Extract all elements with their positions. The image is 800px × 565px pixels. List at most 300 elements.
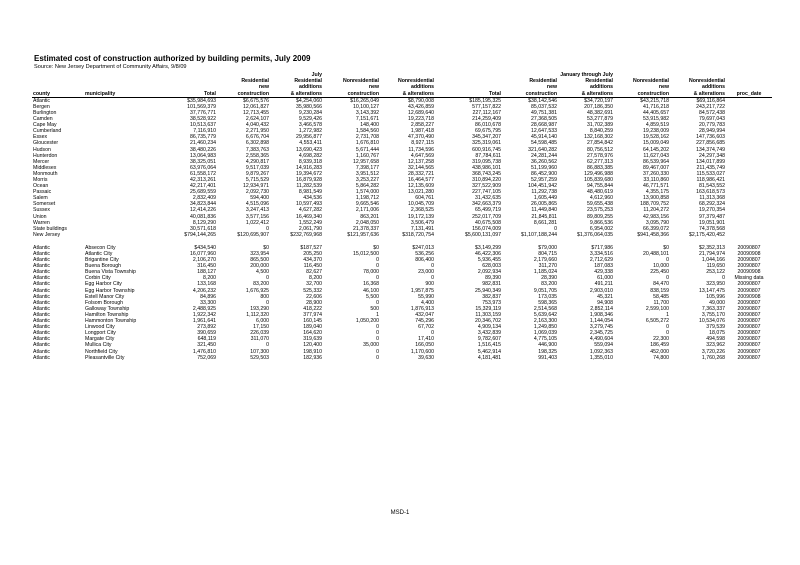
value-cell: 84,572,438	[699, 109, 725, 116]
municipality-rows	[32, 245, 772, 361]
value-cell: 1,760,268	[701, 354, 725, 361]
value-cell: 1,355,010	[589, 354, 613, 361]
value-cell: 115,533,027	[696, 170, 725, 177]
county-cell: Passaic	[33, 189, 52, 196]
proc-date-cell: 20090807	[737, 263, 761, 270]
value-cell: 325,319,061	[472, 140, 501, 147]
value-cell: 156,074,009	[472, 225, 501, 232]
value-cell: 3,095,790	[645, 219, 669, 226]
proc-date-cell: 20090807	[737, 244, 761, 251]
value-cell: 105,839,680	[584, 176, 613, 183]
county-cell: Salem	[33, 195, 48, 202]
proc-date-cell: 20090908	[737, 251, 761, 257]
header-cell: Residential	[294, 78, 322, 85]
value-cell: 15,329,119	[475, 305, 501, 312]
value-cell: 342,663,379	[472, 201, 501, 208]
value-cell: $318,720,754	[402, 231, 434, 238]
value-cell: 243,217,722	[696, 103, 725, 110]
value-cell: 311,270	[538, 263, 557, 270]
value-cell: 2,488,925	[192, 305, 216, 312]
value-cell: 205,250	[303, 251, 322, 257]
value-cell: 1,957,875	[410, 287, 434, 294]
value-cell: 10,513,637	[190, 122, 216, 129]
header-cell: Residential	[529, 78, 557, 85]
value-cell: 21,794,974	[699, 251, 725, 257]
value-cell: 21,378,337	[353, 225, 379, 232]
value-cell: 94,908	[597, 299, 613, 306]
value-cell: 577,157,822	[472, 103, 501, 110]
value-cell: 604,761	[415, 195, 434, 202]
value-cell: 82,627	[306, 269, 322, 276]
proc-date-cell: 20090908	[737, 269, 761, 276]
value-cell: 2,345,725	[589, 330, 613, 337]
value-cell: 89,390	[485, 275, 501, 282]
municipality-cell: Egg Harbor Township	[85, 287, 135, 294]
value-cell: 68,292,324	[699, 201, 725, 208]
header-cell-ytd: January through July	[560, 72, 613, 79]
value-cell: 8,981,549	[298, 189, 322, 196]
value-cell: 4,490,604	[589, 336, 613, 343]
value-cell: 559,094	[594, 342, 613, 349]
proc-date-cell: 20090807	[737, 311, 761, 318]
county-cell: Atlantic	[33, 263, 51, 270]
header-cell: construction	[217, 91, 270, 98]
county-cell: Camden	[33, 116, 53, 123]
value-cell: 133,168	[197, 281, 216, 288]
value-cell: 19,051,901	[699, 219, 725, 226]
value-cell: 62,277,313	[587, 158, 613, 165]
value-cell: 0	[376, 354, 379, 361]
county-cell: Union	[33, 213, 47, 220]
value-cell: 80,756,512	[587, 146, 613, 153]
value-cell: 188,127	[197, 269, 216, 276]
value-cell: 8,939,318	[298, 158, 322, 165]
value-cell: 30,571,618	[190, 225, 216, 232]
value-cell: 382,837	[482, 293, 501, 300]
value-cell: $717,986	[591, 244, 613, 251]
header-cell: & alterations	[558, 91, 614, 98]
municipality-cell: Buena Borough	[85, 263, 122, 270]
value-cell: 2,599,100	[645, 305, 669, 312]
value-cell: 166,050	[415, 342, 434, 349]
value-cell: 12,957,658	[353, 158, 379, 165]
value-cell: 2,514,568	[533, 305, 557, 312]
value-cell: 4,040,432	[245, 122, 269, 129]
value-cell: 16,879,928	[296, 176, 322, 183]
value-cell: 1,022,412	[245, 219, 269, 226]
value-cell: $79,000	[538, 244, 557, 251]
value-cell: 43,426,859	[408, 103, 434, 110]
header-cell-july: July	[311, 72, 322, 79]
value-cell: 6,505,272	[645, 318, 669, 325]
value-cell: 5,715,529	[245, 176, 269, 183]
municipality-cell: Longport City	[85, 330, 116, 337]
value-cell: 2,048,050	[355, 219, 379, 226]
value-cell: 11,449,840	[531, 207, 557, 214]
county-cell: Atlantic	[33, 330, 51, 337]
county-cell: Warren	[33, 219, 50, 226]
value-cell: 1,144,054	[589, 318, 613, 325]
value-cell: 61,558,172	[190, 170, 216, 177]
value-cell: 536,256	[415, 251, 434, 257]
value-cell: $34,720,197	[584, 97, 613, 104]
proc-date-cell: 20090807	[737, 318, 761, 325]
value-cell: 2,271,950	[245, 128, 269, 135]
value-cell: 66,399,072	[643, 225, 669, 232]
value-cell: $16,265,049	[350, 97, 379, 104]
value-cell: 2,106,270	[192, 257, 216, 264]
page-footer: MSD-1	[390, 510, 410, 516]
value-cell: $43,215,718	[640, 97, 669, 104]
county-cell: Mercer	[33, 158, 50, 165]
value-cell: 8,840,259	[589, 128, 613, 135]
value-cell: 5,462,914	[477, 348, 501, 355]
value-cell: 4,400	[421, 299, 434, 306]
header-cell: additions	[410, 84, 434, 91]
value-cell: 28,949,994	[699, 128, 725, 135]
value-cell: 39,630	[418, 354, 434, 361]
value-cell: 1,876,913	[410, 305, 434, 312]
value-cell: 12,689,640	[408, 109, 434, 116]
value-cell: 377,974	[303, 311, 322, 318]
value-cell: 53,277,879	[587, 116, 613, 123]
proc-date-cell: 20090807	[737, 330, 761, 337]
section-separator	[32, 238, 772, 245]
value-cell: 198,325	[538, 348, 557, 355]
county-cell: Cape May	[33, 122, 57, 129]
municipality-cell: Egg Harbor City	[85, 281, 122, 288]
value-cell: 2,163,300	[533, 318, 557, 325]
value-cell: 17,150	[253, 324, 269, 331]
value-cell: 67,702	[418, 324, 434, 331]
value-cell: 5,639,642	[533, 311, 557, 318]
value-cell: 227,747,105	[472, 189, 501, 196]
value-cell: 0	[376, 257, 379, 264]
value-cell: 5,500	[366, 293, 379, 300]
value-cell: 48,480,619	[587, 189, 613, 196]
value-cell: 1	[666, 311, 669, 318]
value-cell: 9,866,536	[589, 219, 613, 226]
header-cell: Nonresidential	[632, 78, 669, 85]
value-cell: 42,983,156	[643, 213, 669, 220]
value-cell: 40,081,836	[190, 213, 216, 220]
value-cell: 11,627,043	[643, 152, 669, 159]
value-cell: 8,200	[309, 275, 322, 282]
value-cell: $4,254,060	[296, 97, 322, 104]
value-cell: 648,119	[197, 336, 216, 343]
proc-date-cell: 20090807	[737, 354, 761, 361]
municipality-cell: Galloway Township	[85, 305, 130, 312]
county-cell: Atlantic	[33, 287, 51, 294]
county-cell: Burlington	[33, 109, 57, 116]
county-cell: New Jersey	[33, 231, 61, 238]
value-cell: 18,075	[709, 330, 725, 337]
value-cell: 2,171,006	[355, 207, 379, 214]
value-cell: $69,116,864	[696, 97, 725, 104]
value-cell: 434,370	[303, 257, 322, 264]
value-cell: 345,347,207	[472, 134, 501, 141]
value-cell: 12,713,455	[243, 109, 269, 116]
value-cell: 1,605,449	[533, 195, 557, 202]
header-cell: new	[658, 84, 669, 91]
value-cell: 0	[554, 225, 557, 232]
header-cell-total: Total	[435, 91, 502, 98]
value-cell: 838,159	[650, 287, 669, 294]
county-summary-rows	[32, 97, 772, 238]
county-cell: Atlantic	[33, 269, 51, 276]
value-cell: 28,332,721	[408, 170, 434, 177]
value-cell: 129,496,988	[584, 170, 613, 177]
header-cell: additions	[589, 84, 613, 91]
value-cell: 5,671,444	[355, 146, 379, 153]
municipality-cell: Mullica City	[85, 342, 112, 349]
value-cell: $0	[263, 244, 269, 251]
value-cell: 321,450	[197, 342, 216, 349]
value-cell: 164,620	[303, 330, 322, 337]
proc-date-cell	[726, 97, 772, 104]
value-cell: 19,238,009	[643, 128, 669, 135]
value-cell: 0	[666, 257, 669, 264]
value-cell: 186,459	[650, 342, 669, 349]
proc-date-cell: 20090807	[737, 348, 761, 355]
value-cell: 529,503	[250, 354, 269, 361]
value-cell: 12,137,258	[408, 158, 434, 165]
value-cell: 6,954,002	[589, 225, 613, 232]
header-cell: additions	[298, 84, 322, 91]
value-cell: 1,112,320	[246, 311, 269, 318]
value-cell: 0	[431, 275, 434, 282]
value-cell: 38,480,226	[190, 146, 216, 153]
value-cell: 1,185,024	[533, 269, 557, 276]
county-cell: Atlantic	[33, 324, 51, 331]
value-cell: 227,856,685	[696, 140, 725, 147]
header-cell: new	[546, 84, 557, 91]
header-cell: Residential	[241, 78, 269, 85]
county-cell: Atlantic	[33, 257, 51, 264]
value-cell: 84,896	[200, 293, 216, 300]
value-cell: 214,259,409	[472, 116, 501, 123]
value-cell: 189,040	[303, 324, 322, 331]
value-cell: $5,600,131,097	[464, 231, 501, 238]
value-cell: 187,083	[594, 263, 613, 270]
county-cell: Atlantic	[33, 336, 51, 343]
header-cell: Residential	[585, 78, 613, 85]
value-cell: 85,037,532	[531, 103, 557, 110]
value-cell: 23,575,253	[587, 207, 613, 214]
value-cell: 63,976,064	[190, 164, 216, 171]
value-cell: 745,296	[415, 318, 434, 325]
value-cell: 0	[431, 263, 434, 270]
value-cell: 494,598	[706, 336, 725, 343]
value-cell: 1,170,600	[410, 348, 434, 355]
value-cell: 21,460,234	[190, 140, 216, 147]
value-cell: 3,334,516	[589, 251, 613, 257]
value-cell: 1	[376, 311, 379, 318]
value-cell: 198,910	[303, 348, 322, 355]
value-cell: 2,832,409	[192, 195, 216, 202]
value-cell: 17,410	[418, 336, 434, 343]
value-cell: 33,110,860	[643, 176, 669, 183]
value-cell: 1,987,418	[410, 128, 434, 135]
value-cell: 323,950	[706, 281, 725, 288]
value-cell: $120,695,907	[237, 231, 269, 238]
value-cell: 800	[260, 293, 269, 300]
value-cell: 29,956,877	[296, 134, 322, 141]
value-cell: 27,368,505	[531, 116, 557, 123]
value-cell: 8,927,115	[411, 140, 434, 147]
value-cell: 628,003	[482, 263, 501, 270]
value-cell: 86,010,678	[475, 122, 501, 129]
municipality-cell: Pleasantville City	[85, 354, 125, 361]
municipality-cell: Linwood City	[85, 324, 115, 331]
value-cell: 188,709,752	[640, 201, 669, 208]
value-cell: 1,574,000	[355, 189, 379, 196]
value-cell: 79,697,043	[699, 116, 725, 123]
value-cell: 9,517,039	[245, 164, 269, 171]
value-cell: 26,005,865	[531, 201, 557, 208]
value-cell: 4,553,411	[299, 140, 322, 147]
value-cell: 0	[376, 336, 379, 343]
value-cell: 148,400	[360, 122, 379, 129]
county-cell: Atlantic	[33, 318, 51, 325]
value-cell: 182,936	[303, 354, 322, 361]
value-cell: 865,500	[250, 257, 269, 264]
value-cell: 7,116,910	[193, 128, 216, 135]
value-cell: $187,527	[300, 244, 322, 251]
header-cell-municipality: municipality	[84, 91, 164, 98]
value-cell: 1,198,712	[355, 195, 379, 202]
value-cell: 4,909,134	[477, 324, 501, 331]
value-cell: 226,039	[250, 330, 269, 337]
value-cell: 104,451,942	[528, 183, 557, 190]
value-cell: 2,368,525	[410, 207, 434, 214]
value-cell: 1,552,249	[298, 219, 322, 226]
value-cell: 11,292,738	[531, 189, 557, 196]
value-cell: $247,013	[412, 244, 434, 251]
value-cell: 446,900	[538, 342, 557, 349]
header-cell: & alterations	[670, 91, 726, 98]
value-cell: 10,000	[653, 263, 669, 270]
municipality-cell: Hamilton Township	[85, 311, 129, 318]
value-cell: 3,143,392	[355, 109, 379, 116]
value-cell: 12,414,226	[190, 207, 216, 214]
value-cell: 327,522,909	[472, 183, 501, 190]
value-cell: 33,300	[200, 299, 216, 306]
value-cell: 15,012,500	[353, 251, 379, 257]
value-cell: 37,260,330	[643, 170, 669, 177]
value-cell: 0	[666, 275, 669, 282]
value-cell: 0	[722, 275, 725, 282]
value-cell: 12,061,827	[243, 103, 269, 110]
value-cell: 65,499,719	[475, 207, 501, 214]
value-cell: 12,647,533	[531, 128, 557, 135]
value-cell: $8,790,008	[408, 97, 434, 104]
value-cell: 4,612,960	[589, 195, 613, 202]
value-cell: $941,458,366	[637, 231, 669, 238]
value-cell: 89,467,007	[643, 164, 669, 171]
table-header	[32, 72, 772, 97]
value-cell: 23,000	[418, 269, 434, 276]
value-cell: 134,017,899	[696, 158, 725, 165]
value-cell: 59,655,438	[587, 201, 613, 208]
value-cell: 27,854,842	[587, 140, 613, 147]
value-cell: 5,936,455	[477, 257, 501, 264]
value-cell: 3,253,227	[355, 176, 379, 183]
value-cell: 1,922,342	[192, 311, 216, 318]
value-cell: $6,675,576	[243, 97, 269, 104]
municipality-cell: Estell Manor City	[85, 293, 125, 300]
value-cell: 27,578,976	[587, 152, 613, 159]
value-cell: 35,980,566	[296, 103, 322, 110]
value-cell: 46,100	[363, 287, 379, 294]
header-cell: & alterations	[380, 91, 435, 98]
municipality-cell: Corbin City	[85, 275, 111, 282]
county-cell: Atlantic	[33, 299, 51, 306]
value-cell: 4,515,096	[245, 201, 269, 208]
value-cell: $121,957,636	[347, 231, 379, 238]
value-cell: 11,204,272	[643, 207, 669, 214]
value-cell: 42,217,401	[190, 183, 216, 190]
header-cell-total: Total	[164, 91, 217, 98]
header-cell: Nonresidential	[688, 78, 725, 85]
value-cell: 28,900	[306, 299, 322, 306]
value-cell: 491,211	[594, 281, 613, 288]
value-cell: 3,432,839	[477, 330, 501, 337]
value-cell: 452,000	[650, 348, 669, 355]
proc-date-cell: 20090807	[737, 287, 761, 294]
value-cell: 11,734,596	[408, 146, 434, 153]
value-cell: 3,577,156	[245, 213, 269, 220]
value-cell: 25,940,349	[475, 287, 501, 294]
value-cell: 323,962	[706, 342, 725, 349]
value-cell: 2,558,365	[245, 152, 269, 159]
value-cell: 49,751,381	[531, 109, 557, 116]
value-cell: 0	[266, 299, 269, 306]
header-cell: construction	[502, 91, 558, 98]
county-cell: Ocean	[33, 183, 49, 190]
value-cell: 13,147,475	[699, 287, 725, 294]
value-cell: 806,400	[415, 257, 434, 264]
value-cell: 3,466,578	[298, 122, 322, 129]
value-cell: 16,469,340	[296, 213, 322, 220]
value-cell: 14,916,283	[296, 164, 322, 171]
value-cell: 193,290	[250, 305, 269, 312]
value-cell: 0	[666, 324, 669, 331]
value-cell: 4,206,232	[192, 287, 216, 294]
county-cell: Gloucester	[33, 140, 59, 147]
value-cell: 86,883,385	[587, 164, 613, 171]
value-cell: 9,051,705	[533, 287, 557, 294]
county-cell: State buildings	[33, 225, 68, 232]
value-cell: 32,700	[306, 281, 322, 288]
value-cell: 45,914,140	[531, 134, 557, 141]
value-cell: 86,735,779	[190, 134, 216, 141]
value-cell: 10,100,127	[353, 103, 379, 110]
value-cell: 1,249,850	[533, 324, 557, 331]
county-cell: Hunterdon	[33, 152, 58, 159]
value-cell: 0	[376, 263, 379, 270]
header-cell: construction	[614, 91, 670, 98]
value-cell: 225,450	[650, 269, 669, 276]
municipality-cell: Absecon City	[85, 244, 116, 251]
value-cell: 2,903,010	[589, 287, 613, 294]
value-cell: 321,640,282	[528, 146, 557, 153]
value-cell: 0	[266, 225, 269, 232]
value-cell: 3,755,170	[701, 311, 725, 318]
value-cell: 19,223,718	[408, 116, 434, 123]
header-cell: construction	[323, 91, 380, 98]
county-cell: Sussex	[33, 207, 51, 214]
